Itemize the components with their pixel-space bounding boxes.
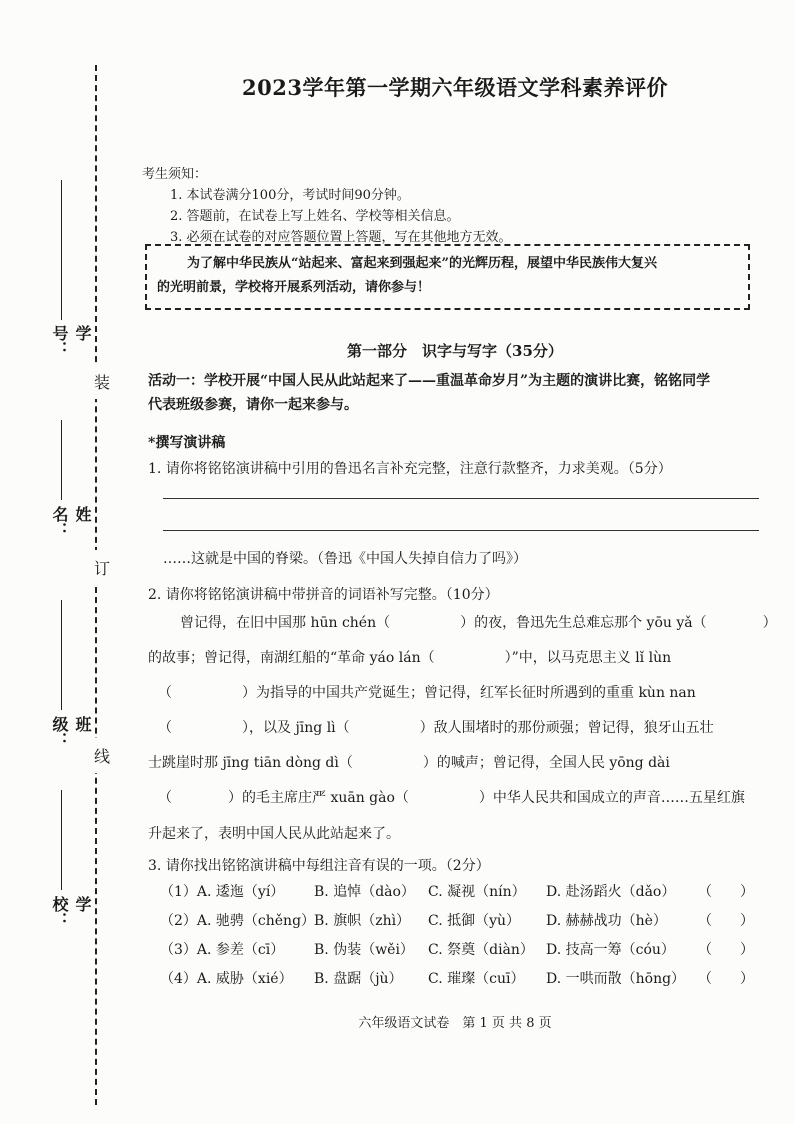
subheading: *撰写演讲稿: [148, 435, 226, 451]
choice-c: C. 凝视（nín）: [428, 884, 526, 900]
choice-a: （1）A. 逶迤（yí）: [160, 884, 285, 900]
choice-b: B. 盘踞（jù）: [314, 971, 403, 987]
paragraph-line: 曾记得，在旧中国那 hūn chén（ ）的夜，鲁迅先生总难忘那个 yōu yǎ（ ）: [180, 615, 777, 631]
school-label: 学校：: [50, 896, 92, 928]
binding-char-xian: 线: [94, 738, 110, 773]
paragraph-line: 升起来了，表明中国人民从此站起来了。: [148, 826, 400, 842]
choice-d: D. 赫赫战功（hè）: [546, 913, 667, 929]
exam-title: 2023学年第一学期六年级语文学科素养评价: [242, 75, 668, 100]
binding-char-zhuang: 装: [94, 364, 110, 399]
choice-d: D. 赴汤蹈火（dǎo）: [546, 884, 676, 900]
binding-margin: [0, 0, 110, 1124]
intro-box: [145, 244, 750, 310]
choice-b: B. 旗帜（zhì）: [314, 913, 411, 929]
choice-a: （3）A. 参差（cī）: [160, 942, 285, 958]
choice-c: C. 抵御（yù）: [428, 913, 521, 929]
answer-blank[interactable]: （ ）: [698, 942, 754, 958]
intro-line-2: 的光明前景，学校将开展系列活动，请你参与！: [157, 280, 431, 295]
answer-line-1[interactable]: [163, 498, 759, 499]
question-1: 1. 请你将铭铭演讲稿中引用的鲁迅名言补充完整，注意行款整齐，力求美观。（5分）: [148, 461, 672, 477]
notice-heading: 考生须知：: [142, 167, 208, 182]
notice-item: 3. 必须在试卷的对应答题位置上答题，写在其他地方无效。: [170, 230, 512, 245]
paragraph-line: 士跳崖时那 jīng tiān dòng dì（ ）的喊声；曾记得，全国人民 yōng dài: [148, 755, 670, 771]
exam-notice: [142, 164, 512, 248]
class-label: 班级：: [50, 716, 92, 748]
intro-line-1: 为了解中华民族从“站起来、富起来到强起来”的光辉历程，展望中华民族伟大复兴: [187, 256, 657, 271]
choice-a: （2）A. 驰骋（chěng）: [160, 913, 316, 929]
choice-d: D. 一哄而散（hōng）: [546, 971, 686, 987]
paragraph-line: （ ）为指导的中国共产党诞生；曾记得，红军长征时所遇到的重重 kùn nan: [158, 685, 696, 701]
paragraph-line: 的故事；曾记得，南湖红船的“革命 yáo lán（ ）”中，以马克思主义 lǐ lùn: [148, 650, 672, 666]
binding-dashed-line: [95, 65, 97, 1105]
name-line[interactable]: [61, 420, 62, 500]
paragraph-line: （ ）的毛主席庄严 xuān gào（ ）中华人民共和国成立的声音……五星红旗: [158, 790, 745, 806]
name-label: 姓名：: [50, 506, 92, 538]
activity-description: [148, 369, 768, 417]
student-id-line[interactable]: [61, 180, 62, 320]
notice-item: 2. 答题前，在试卷上写上姓名、学校等相关信息。: [170, 209, 460, 224]
choice-b: B. 追悼（dào）: [314, 884, 415, 900]
answer-blank[interactable]: （ ）: [698, 884, 754, 900]
section-title: 第一部分 识字与写字（35分）: [347, 342, 563, 360]
choice-c: C. 璀璨（cuī）: [428, 971, 525, 987]
question-1-tail: ……这就是中国的脊梁。（鲁迅《中国人失掉自信力了吗》）: [163, 551, 527, 567]
activity-line-1: 活动一：学校开展“中国人民从此站起来了——重温革命岁月”为主题的演讲比赛，铭铭同学: [148, 373, 711, 389]
question-3: 3. 请你找出铭铭演讲稿中每组注音有误的一项。（2分）: [148, 858, 490, 874]
answer-blank[interactable]: （ ）: [698, 913, 754, 929]
page-footer: 六年级语文试卷 第 1 页 共 8 页: [358, 1016, 552, 1031]
choice-c: C. 祭奠（diàn）: [428, 942, 534, 958]
paragraph-line: （ ），以及 jīng lì（ ）敌人围堵时的那份顽强；曾记得，狼牙山五壮: [158, 720, 714, 736]
answer-blank[interactable]: （ ）: [698, 971, 754, 987]
student-id-label: 学号：: [50, 325, 92, 357]
binding-char-ding: 订: [94, 550, 110, 585]
activity-line-2: 代表班级参赛，请你一起来参与。: [148, 397, 358, 413]
school-line[interactable]: [61, 790, 62, 890]
answer-line-2[interactable]: [163, 530, 759, 531]
choice-b: B. 伪装（wěi）: [314, 942, 414, 958]
choice-d: D. 技高一筹（cóu）: [546, 942, 675, 958]
class-line[interactable]: [61, 600, 62, 710]
notice-item: 1. 本试卷满分100分，考试时间90分钟。: [170, 188, 410, 203]
choice-a: （4）A. 威胁（xié）: [160, 971, 293, 987]
question-2: 2. 请你将铭铭演讲稿中带拼音的词语补写完整。（10分）: [148, 587, 499, 603]
